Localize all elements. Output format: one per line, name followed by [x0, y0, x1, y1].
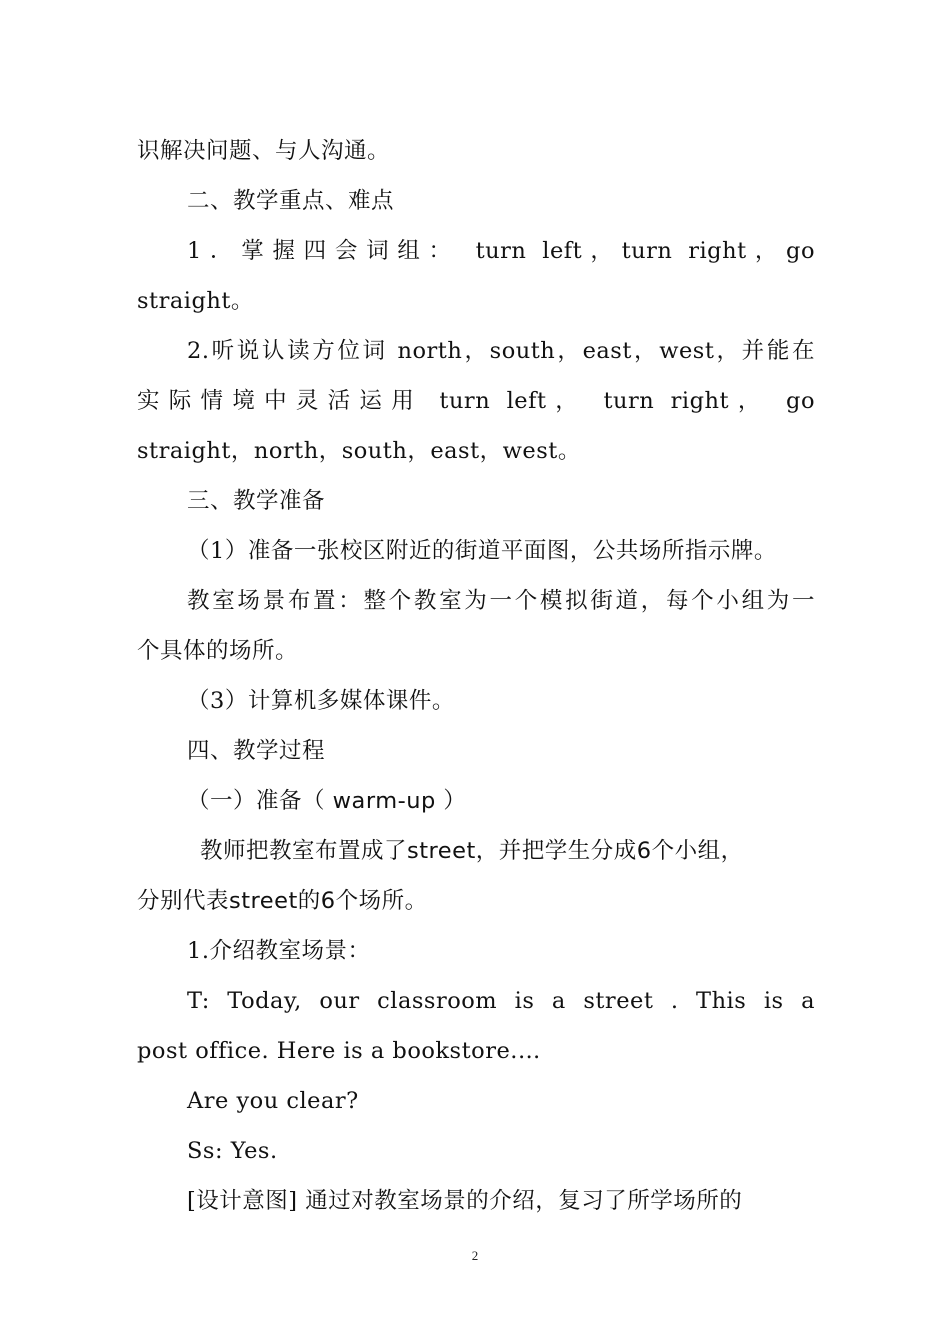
text-line: straight。 — [137, 288, 254, 314]
text-line: 实际情境中灵活运用 turn left， turn right， go — [137, 388, 815, 414]
text-line: 2.听说认读方位词 north，south，east，west，并能在 — [187, 338, 815, 364]
text-line: （1）准备一张校区附近的街道平面图，公共场所指示牌。 — [187, 538, 777, 564]
text-line: Ss: Yes. — [187, 1138, 278, 1164]
text-line: （3）计算机多媒体课件。 — [187, 688, 455, 714]
text-line: 1．掌握四会词组： turn left，turn right，go — [187, 238, 815, 264]
text-line: straight，north，south，east，west。 — [137, 438, 581, 464]
text-line: Are you clear? — [187, 1088, 359, 1114]
text-line: 个具体的场所。 — [137, 638, 299, 664]
text-line: [设计意图] 通过对教室场景的介绍，复习了所学场所的 — [187, 1188, 743, 1214]
page-number: 2 — [471, 1248, 479, 1263]
section-heading: 三、教学准备 — [187, 488, 326, 514]
section-heading: 二、教学重点、难点 — [187, 188, 395, 214]
text-line: 识解决问题、与人沟通。 — [137, 138, 391, 164]
text-line: T: Today, our classroom is a street . This is a — [187, 988, 815, 1014]
text-line: 分别代表street的6个场所。 — [137, 888, 428, 914]
text-line: 教师把教室布置成了street，并把学生分成6个小组， — [200, 838, 744, 864]
text-line: 教室场景布置：整个教室为一个模拟街道，每个小组为一 — [187, 588, 815, 614]
text-line: post office. Here is a bookstore.… — [137, 1038, 541, 1064]
subsection-heading: （一）准备（ warm-up ） — [187, 788, 467, 814]
text-line: 1.介绍教室场景： — [187, 938, 371, 964]
section-heading: 四、教学过程 — [187, 738, 326, 764]
